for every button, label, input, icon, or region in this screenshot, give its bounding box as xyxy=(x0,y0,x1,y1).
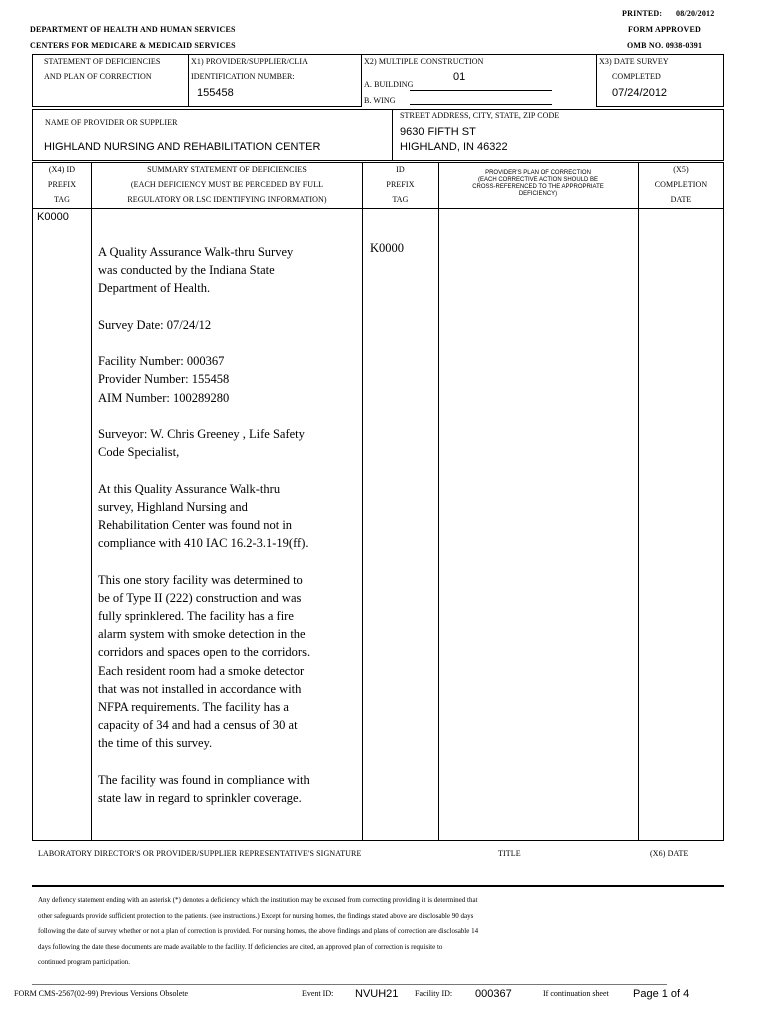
building-underline xyxy=(410,90,552,91)
plan-header-1: PROVIDER'S PLAN OF CORRECTION xyxy=(485,170,591,176)
divider-x3 xyxy=(596,54,597,107)
plan-header-2: (EACH CORRECTIVE ACTION SHOULD BE xyxy=(477,177,599,183)
footnote-line: following the date of survey whether or not a plan of correction is provided. For nursing homes, the above findings and plans of correction are disclosable 14 xyxy=(38,927,479,936)
provider-box-border-right xyxy=(723,109,724,161)
centers-title: CENTERS FOR MEDICARE & MEDICAID SERVICES xyxy=(30,41,236,50)
provider-box-border-top xyxy=(32,109,724,110)
summary-paragraph: A Quality Assurance Walk-thru Survey was conducted by the Indiana State Department of Health. xyxy=(98,245,294,296)
statement-label-1: STATEMENT OF DEFICIENCIES xyxy=(44,57,161,66)
divider-x2 xyxy=(361,54,362,107)
summary-header-1: SUMMARY STATEMENT OF DEFICIENCIES xyxy=(147,165,307,174)
footnote-line: other safeguards provide sufficient protection to the patients. (see instructions.) Except for nursing homes, the findings stated above are disclosable 90 days xyxy=(38,911,474,920)
table-border-bottom xyxy=(32,840,724,841)
provider-box-border-left xyxy=(32,109,33,161)
divider-x1 xyxy=(188,54,189,107)
date-label: (X6) DATE xyxy=(650,849,689,858)
deficiency-tag-right: K0000 xyxy=(370,241,405,255)
continuation-label: If continuation sheet xyxy=(543,989,609,998)
survey-date: 07/24/2012 xyxy=(612,87,668,99)
event-id-label: Event ID: xyxy=(302,989,334,998)
address-line-2: HIGHLAND, IN 46322 xyxy=(400,141,508,153)
page-number: Page 1 of 4 xyxy=(633,988,690,1000)
plan-header-3: CROSS-REFERENCED TO THE APPROPRIATE xyxy=(472,184,604,190)
table-col-summary xyxy=(362,162,363,841)
footnote-line: continued program participation. xyxy=(38,958,130,967)
footnote-line: Any defiency statement ending with an asterisk (*) denotes a deficiency which the institution may be excused from correcting providing it is determined that xyxy=(38,896,478,904)
x5-header-1: (X5) xyxy=(673,165,689,174)
printed-label: PRINTED: xyxy=(622,9,663,18)
plan-header-4: DEFICIENCY) xyxy=(518,191,558,197)
x5-header-2: COMPLETION xyxy=(654,180,708,189)
wing-underline xyxy=(410,104,552,105)
x4-header-2: PREFIX xyxy=(47,180,77,189)
summary-paragraph: The facility was found in compliance with state law in regard to sprinkler coverage. xyxy=(98,772,310,805)
summary-paragraph: This one story facility was determined to be of Type II (222) construction and was fully sprinklered. The facility has a fire alarm system with smoke detection in the corridors and spaces open to the corridors. Each resident room had a smoke detector that was not installed in accordance with NFPA requirements. The facility has a capacity of 34 and had a census of 30 at the time of this survey. xyxy=(98,572,311,751)
table-border-top xyxy=(32,162,724,163)
facility-id-value: 000367 xyxy=(475,988,512,1000)
summary-paragraph: Facility Number: 000367 Provider Number: 155458 AIM Number: 100289280 xyxy=(98,354,230,405)
x4-header-3: TAG xyxy=(53,195,71,204)
summary-paragraph: Survey Date: 07/24/12 xyxy=(98,317,212,332)
title-label: TITLE xyxy=(498,849,521,858)
provider-name: HIGHLAND NURSING AND REHABILITATION CENTER xyxy=(44,141,321,153)
deficiency-tag-left: K0000 xyxy=(37,211,69,223)
footer-rule xyxy=(32,984,667,985)
wing-label: B. WING xyxy=(364,96,396,105)
plan-header xyxy=(440,170,636,198)
top-box-border-top xyxy=(32,54,724,55)
signature-label: LABORATORY DIRECTOR'S OR PROVIDER/SUPPLIER REPRESENTATIVE'S SIGNATURE xyxy=(38,849,362,858)
table-col-id xyxy=(438,162,439,841)
building-label: A. BUILDING xyxy=(364,80,414,89)
x1-label-2: IDENTIFICATION NUMBER: xyxy=(191,72,295,81)
id-header-3: TAG xyxy=(392,195,409,204)
summary-header-2: (EACH DEFICIENCY MUST BE PERCEDED BY FULL xyxy=(130,180,324,189)
x2-label: X2) MULTIPLE CONSTRUCTION xyxy=(364,57,484,66)
summary-paragraph: Surveyor: W. Chris Greeney , Life Safety Code Specialist, xyxy=(98,426,305,460)
top-box-border-right xyxy=(723,54,724,107)
x5-header-3: DATE xyxy=(670,195,692,204)
top-box-border-bottom-right xyxy=(596,106,724,107)
form-approved: FORM APPROVED xyxy=(628,25,702,34)
address-label: STREET ADDRESS, CITY, STATE, ZIP CODE xyxy=(400,111,560,120)
table-col-x4 xyxy=(91,162,92,841)
provider-box-border-bottom xyxy=(32,160,724,161)
facility-id-label: Facility ID: xyxy=(415,989,453,998)
form-label: FORM CMS-2567(02-99) Previous Versions Obsolete xyxy=(14,989,189,998)
omb-number: OMB NO. 0938-0391 xyxy=(627,41,703,50)
printed-date: 08/20/2012 xyxy=(676,9,715,18)
summary-header-3: REGULATORY OR LSC IDENTIFYING INFORMATION) xyxy=(127,195,327,204)
x3-label-1: X3) DATE SURVEY xyxy=(599,57,669,66)
x1-label-1: X1) PROVIDER/SUPPLIER/CLIA xyxy=(191,57,309,66)
department-title: DEPARTMENT OF HEALTH AND HUMAN SERVICES xyxy=(30,25,236,34)
id-header-2: PREFIX xyxy=(386,180,415,189)
signature-row-rule xyxy=(32,885,724,887)
x4-header-1: (X4) ID xyxy=(48,165,76,174)
building-value: 01 xyxy=(453,71,466,83)
table-col-right xyxy=(723,162,724,841)
table-col-left xyxy=(32,162,33,841)
table-header-bottom xyxy=(32,208,724,209)
top-box-border-left xyxy=(32,54,33,107)
table-col-plan xyxy=(638,162,639,841)
deficiency-summary xyxy=(98,243,338,825)
footnote xyxy=(38,893,618,971)
statement-label-2: AND PLAN OF CORRECTION xyxy=(44,72,152,81)
provider-number: 155458 xyxy=(197,87,234,99)
address-line-1: 9630 FIFTH ST xyxy=(400,126,476,138)
provider-box-divider xyxy=(392,109,393,161)
id-header-1: ID xyxy=(396,165,405,174)
provider-name-label: NAME OF PROVIDER OR SUPPLIER xyxy=(45,118,178,127)
event-id-value: NVUH21 xyxy=(355,988,399,1000)
summary-paragraph: At this Quality Assurance Walk-thru survey, Highland Nursing and Rehabilitation Center was found not in compliance with 410 IAC 16.2-3.1-19(ff). xyxy=(98,481,309,551)
x3-label-2: COMPLETED xyxy=(612,72,661,81)
footnote-line: days following the date these documents are made available to the facility. If deficiencies are cited, an approved plan of correction is requisite to xyxy=(38,942,443,951)
top-box-border-bottom-left xyxy=(32,106,361,107)
